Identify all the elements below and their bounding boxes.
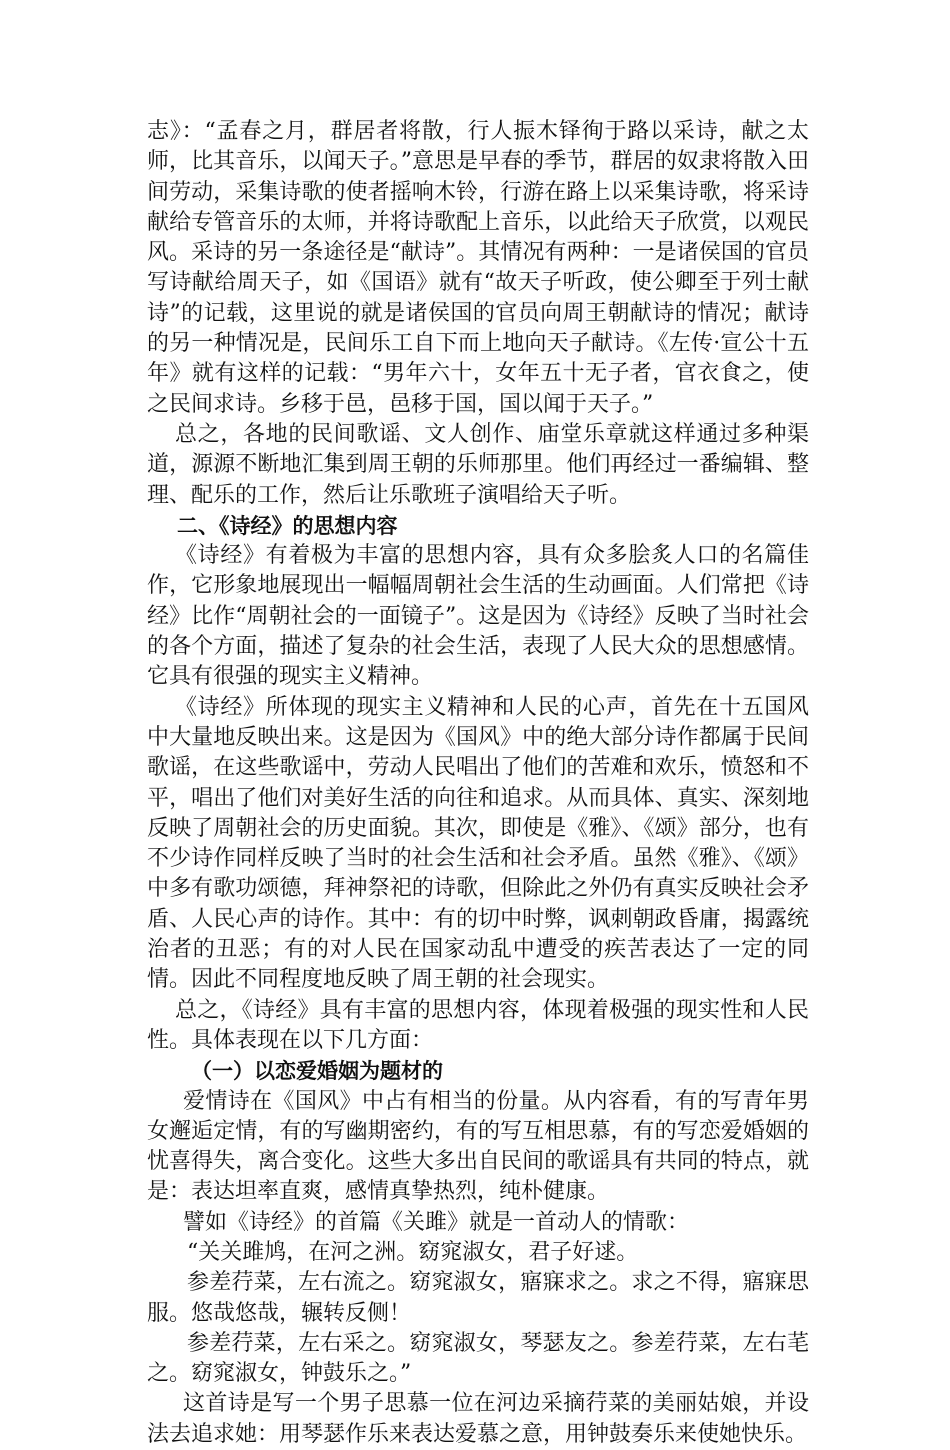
- body-paragraph: 爱情诗在《国风》中占有相当的份量。从内容看，有的写青年男女邂逅定情，有的写幽期密约，有的写互相思慕，有的写恋爱婚姻的忧喜得失，离合变化。这些大多出自民间的歌谣具有共同的特点，就是：表达坦率直爽，感情真挚热烈，纯朴健康。: [147, 1088, 809, 1205]
- body-paragraph: 《诗经》所体现的现实主义精神和人民的心声，首先在十五国风中大量地反映出来。这是因为《国风》中的绝大部分诗作都属于民间歌谣，在这些歌谣中，劳动人民唱出了他们的苦难和欢乐，愤怒和不平，唱出了他们对美好生活的向往和追求。从而具体、真实、深刻地反映了周朝社会的历史面貌。其次，即使是《雅》、《颂》部分，也有不少诗作同样反映了当时的社会生活和社会矛盾。虽然《雅》、《颂》中多有歌功颂德，拜神祭祀的诗歌，但除此之外仍有真实反映社会矛盾、人民心声的诗作。其中：有的切中时弊，讽刺朝政昏庸，揭露统治者的丑恶；有的对人民在国家动乱中遭受的疾苦表达了一定的同情。因此不同程度地反映了周王朝的社会现实。: [147, 694, 809, 993]
- body-paragraph: 《诗经》有着极为丰富的思想内容，具有众多脍炙人口的名篇佳作，它形象地展现出一幅幅周朝社会生活的生动画面。人们常把《诗经》比作“周朝社会的一面镜子”。这是因为《诗经》反映了当时社会的各个方面，描述了复杂的社会生活，表现了人民大众的思想感情。它具有很强的现实主义精神。: [147, 543, 809, 690]
- document-page: [147, 117, 809, 1450]
- body-paragraph: 这首诗是写一个男子思慕一位在河边采摘荇菜的美丽姑娘，并设法去追求她：用琴瑟作乐来表达爱慕之意，用钟鼓奏乐来使她快乐。: [147, 1391, 809, 1447]
- body-paragraph: 总之，《诗经》具有丰富的思想内容，体现着极强的现实性和人民性。具体表现在以下几方面：: [147, 997, 809, 1053]
- section-heading: 二、《诗经》的思想内容: [177, 513, 398, 538]
- body-paragraph: 总之，各地的民间歌谣、文人创作、庙堂乐章就这样通过多种渠道，源源不断地汇集到周王朝的乐师那里。他们再经过一番编辑、整理、配乐的工作，然后让乐歌班子演唱给天子听。: [147, 421, 809, 508]
- poem-stanza: “关关雎鸠，在河之洲。窈窕淑女，君子好逑。: [187, 1239, 639, 1265]
- poem-stanza: 参差荇菜，左右流之。窈窕淑女，寤寐求之。求之不得，寤寐思服。悠哉悠哉，辗转反侧！: [147, 1270, 809, 1326]
- poem-stanza: 参差荇菜，左右采之。窈窕淑女，琴瑟友之。参差荇菜，左右芼之。窈窕淑女，钟鼓乐之。”: [147, 1330, 809, 1387]
- body-paragraph: 譬如《诗经》的首篇《关雎》就是一首动人的情歌：: [183, 1209, 690, 1235]
- subsection-heading: （一）以恋爱婚姻为题材的: [191, 1059, 443, 1084]
- body-paragraph: 志》：“孟春之月，群居者将散，行人振木铎徇于路以采诗，献之太师，比其音乐，以闻天子。”意思是早春的季节，群居的奴隶将散入田间劳动，采集诗歌的使者摇响木铃，行游在路上以采集诗歌，将采诗献给专管音乐的太师，并将诗歌配上音乐，以此给天子欣赏，以观民风。采诗的另一条途径是“献诗”。其情况有两种：一是诸侯国的官员写诗献给周天子，如《国语》就有“故天子听政，使公卿至于列士献诗”的记载，这里说的就是诸侯国的官员向周王朝献诗的情况；献诗的另一种情况是，民间乐工自下而上地向天子献诗。《左传·宣公十五年》就有这样的记载：“男年六十，女年五十无子者，官衣食之，使之民间求诗。乡移于邑，邑移于国，国以闻于天子。”: [147, 119, 809, 417]
